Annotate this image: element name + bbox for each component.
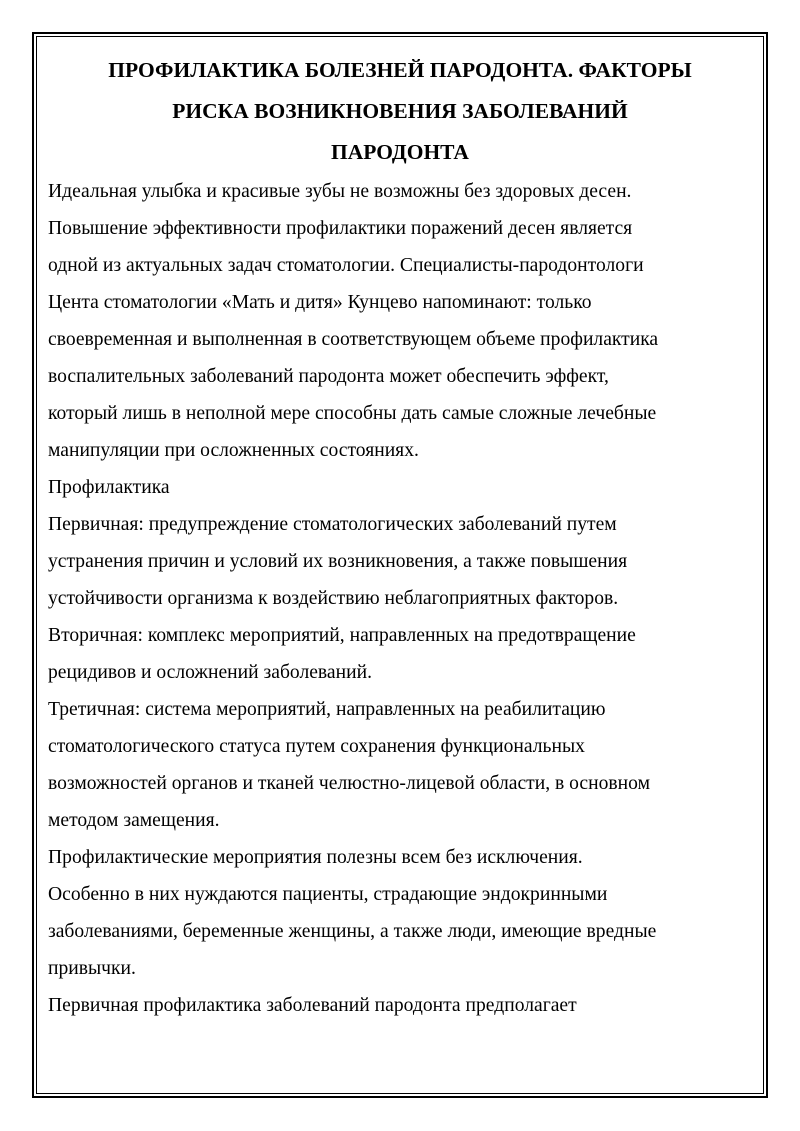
intro-paragraph bbox=[48, 173, 752, 469]
tertiary-prevention-paragraph bbox=[48, 691, 752, 839]
text-line: манипуляции при осложненных состояниях. bbox=[48, 440, 419, 461]
title-line: ПРОФИЛАКТИКА БОЛЕЗНЕЙ ПАРОДОНТА. ФАКТОРЫ bbox=[108, 58, 692, 82]
text-line: одной из актуальных задач стоматологии. Специалисты-пародонтологи bbox=[48, 255, 644, 276]
text-line: привычки. bbox=[48, 958, 136, 979]
text-line: который лишь в неполной мере способны дать самые сложные лечебные bbox=[48, 403, 657, 424]
document-title bbox=[48, 50, 752, 173]
text-line: Первичная: предупреждение стоматологических заболеваний путем bbox=[48, 514, 617, 535]
text-line: заболеваниями, беременные женщины, а также люди, имеющие вредные bbox=[48, 921, 657, 942]
title-line: РИСКА ВОЗНИКНОВЕНИЯ ЗАБОЛЕВАНИЙ bbox=[172, 99, 628, 123]
text-line: устойчивости организма к воздействию неблагоприятных факторов. bbox=[48, 588, 619, 609]
text-line: Повышение эффективности профилактики поражений десен является bbox=[48, 218, 633, 239]
primary-prevention-paragraph bbox=[48, 506, 752, 617]
text-line: Третичная: система мероприятий, направленных на реабилитацию bbox=[48, 699, 606, 720]
text-line: возможностей органов и тканей челюстно-лицевой области, в основном bbox=[48, 773, 650, 794]
text-line: Особенно в них нуждаются пациенты, страдающие эндокринными bbox=[48, 884, 608, 905]
title-line: ПАРОДОНТА bbox=[331, 140, 469, 164]
text-line: Профилактические мероприятия полезны всем без исключения. bbox=[48, 847, 583, 868]
text-line: методом замещения. bbox=[48, 810, 220, 831]
audience-paragraph bbox=[48, 839, 752, 987]
section-heading: Профилактика bbox=[48, 477, 170, 498]
closing-paragraph bbox=[48, 987, 752, 1024]
text-line: воспалительных заболеваний пародонта может обеспечить эффект, bbox=[48, 366, 609, 387]
secondary-prevention-paragraph bbox=[48, 617, 752, 691]
document-body bbox=[48, 50, 752, 1024]
text-line: устранения причин и условий их возникновения, а также повышения bbox=[48, 551, 628, 572]
text-line: Вторичная: комплекс мероприятий, направленных на предотвращение bbox=[48, 625, 636, 646]
text-line: рецидивов и осложнений заболеваний. bbox=[48, 662, 372, 683]
text-line: Идеальная улыбка и красивые зубы не возможны без здоровых десен. bbox=[48, 181, 632, 202]
text-line: Цента стоматологии «Мать и дитя» Кунцево напоминают: только bbox=[48, 292, 592, 313]
text-line: своевременная и выполненная в соответствующем объеме профилактика bbox=[48, 329, 659, 350]
text-line: Первичная профилактика заболеваний пародонта предполагает bbox=[48, 995, 577, 1016]
text-line: стоматологического статуса путем сохранения функциональных bbox=[48, 736, 585, 757]
